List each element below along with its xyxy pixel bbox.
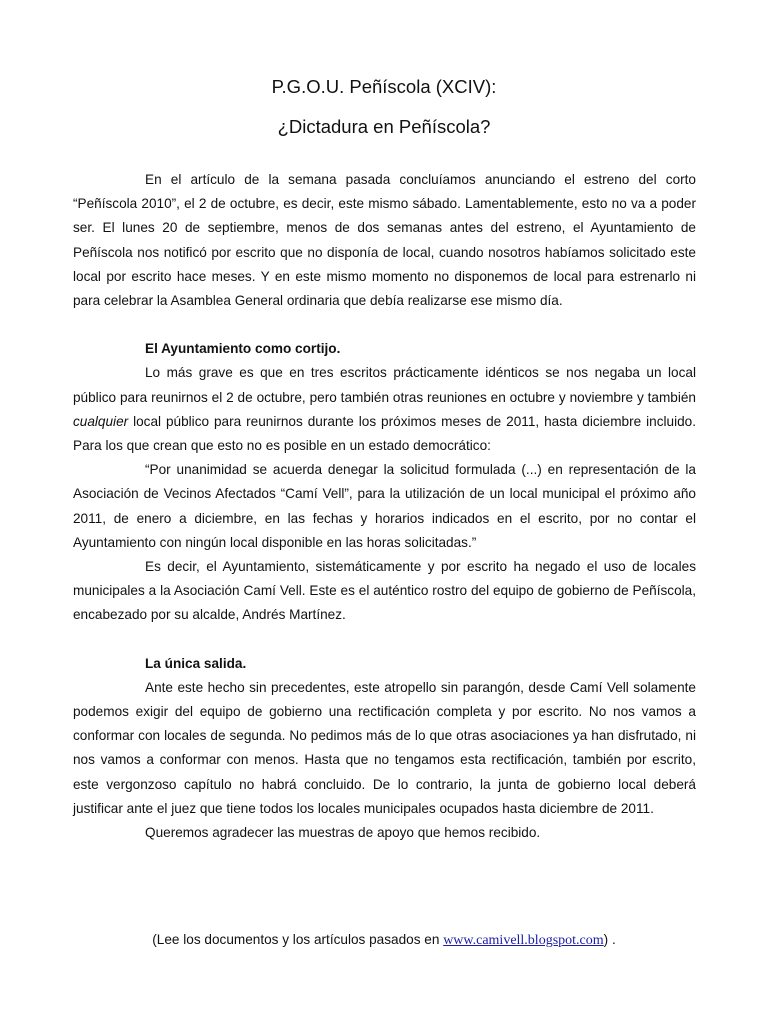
section-2-paragraph-1: Ante este hecho sin precedentes, este atropello sin parangón, desde Camí Vell solamente podemos exigir del equipo de gobierno una rectificación completa y por escrito. No nos vamos a conformar con locales de segunda. No pedimos más de lo que otras asociaciones ya han disfrutado, ni nos vamos a conformar con menos. Hasta que no tengamos esta rectificación, también por escrito, este vergonzoso capítulo no habrá concluido. De lo contrario, la junta de gobierno local deberá justificar ante el juez que tiene todos los locales municipales ocupados hasta diciembre de 2011. [73,679,696,816]
document-subtitle: ¿Dictadura en Peñíscola? [277,116,491,137]
section-1-quote-paragraph: “Por unanimidad se acuerda denegar la solicitud formulada (...) en representación de la Asociación de Vecinos Afectados “Camí Vell”, para la utilización de un local municipal el próximo año 2011, de enero a diciembre, en las fechas y horarios indicados en el escrito, por no contar el Ayuntamiento con ningún local disponible en las horas solicitadas.” [73,462,696,550]
footer-text-start: (Lee los documentos y los artículos pasados en [152,932,444,947]
document-title: P.G.O.U. Peñíscola (XCIV): [271,76,497,97]
intro-paragraph: En el artículo de la semana pasada concluíamos anunciando el estreno del corto “Peñíscola 2010”, el 2 de octubre, es decir, este mismo sábado. Lamentablemente, esto no va a poder ser. El lunes 20 de septiembre, menos de dos semanas antes del estreno, el Ayuntamiento de Peñíscola nos notificó por escrito que no disponía de local, cuando nosotros habíamos solicitado este local por escrito hace meses. Y en este mismo momento no disponemos de local para estrenarlo ni para celebrar la Asamblea General ordinaria que debía realizarse ese mismo día. [73,172,696,309]
section-1-p1-italic-word: cualquier [73,413,129,429]
paragraph-spacer [73,628,696,652]
footer-text-end: ) . [603,932,616,947]
section-2-paragraph-2: Queremos agradecer las muestras de apoyo que hemos recibido. [145,825,541,841]
blog-link[interactable]: www.camivell.blogspot.com [443,933,604,948]
section-1-p1-text-end: local público para reunirnos durante los próximos meses de 2011, hasta diciembre incluido. Para los que crean que esto no es posible en un estado democrático: [73,413,696,454]
section-heading-unica-salida: La única salida. [145,655,247,671]
section-heading-ayuntamiento: El Ayuntamiento como cortijo. [145,341,341,357]
section-1-p1-text-start: Lo más grave es que en tres escritos prácticamente idénticos se nos negaba un local público para reunirnos el 2 de octubre, pero también otras reuniones en octubre y noviembre y también [73,365,696,405]
section-1-paragraph-3: Es decir, el Ayuntamiento, sistemáticamente y por escrito ha negado el uso de locales municipales a la Asociación Camí Vell. Este es el auténtico rostro del equipo de gobierno de Peñíscola, encabezado por su alcalde, Andrés Martínez. [73,559,696,623]
section-1-paragraph-1 [73,361,696,458]
footer-note [0,930,768,951]
paragraph-spacer [73,313,696,337]
document-body [73,168,696,845]
